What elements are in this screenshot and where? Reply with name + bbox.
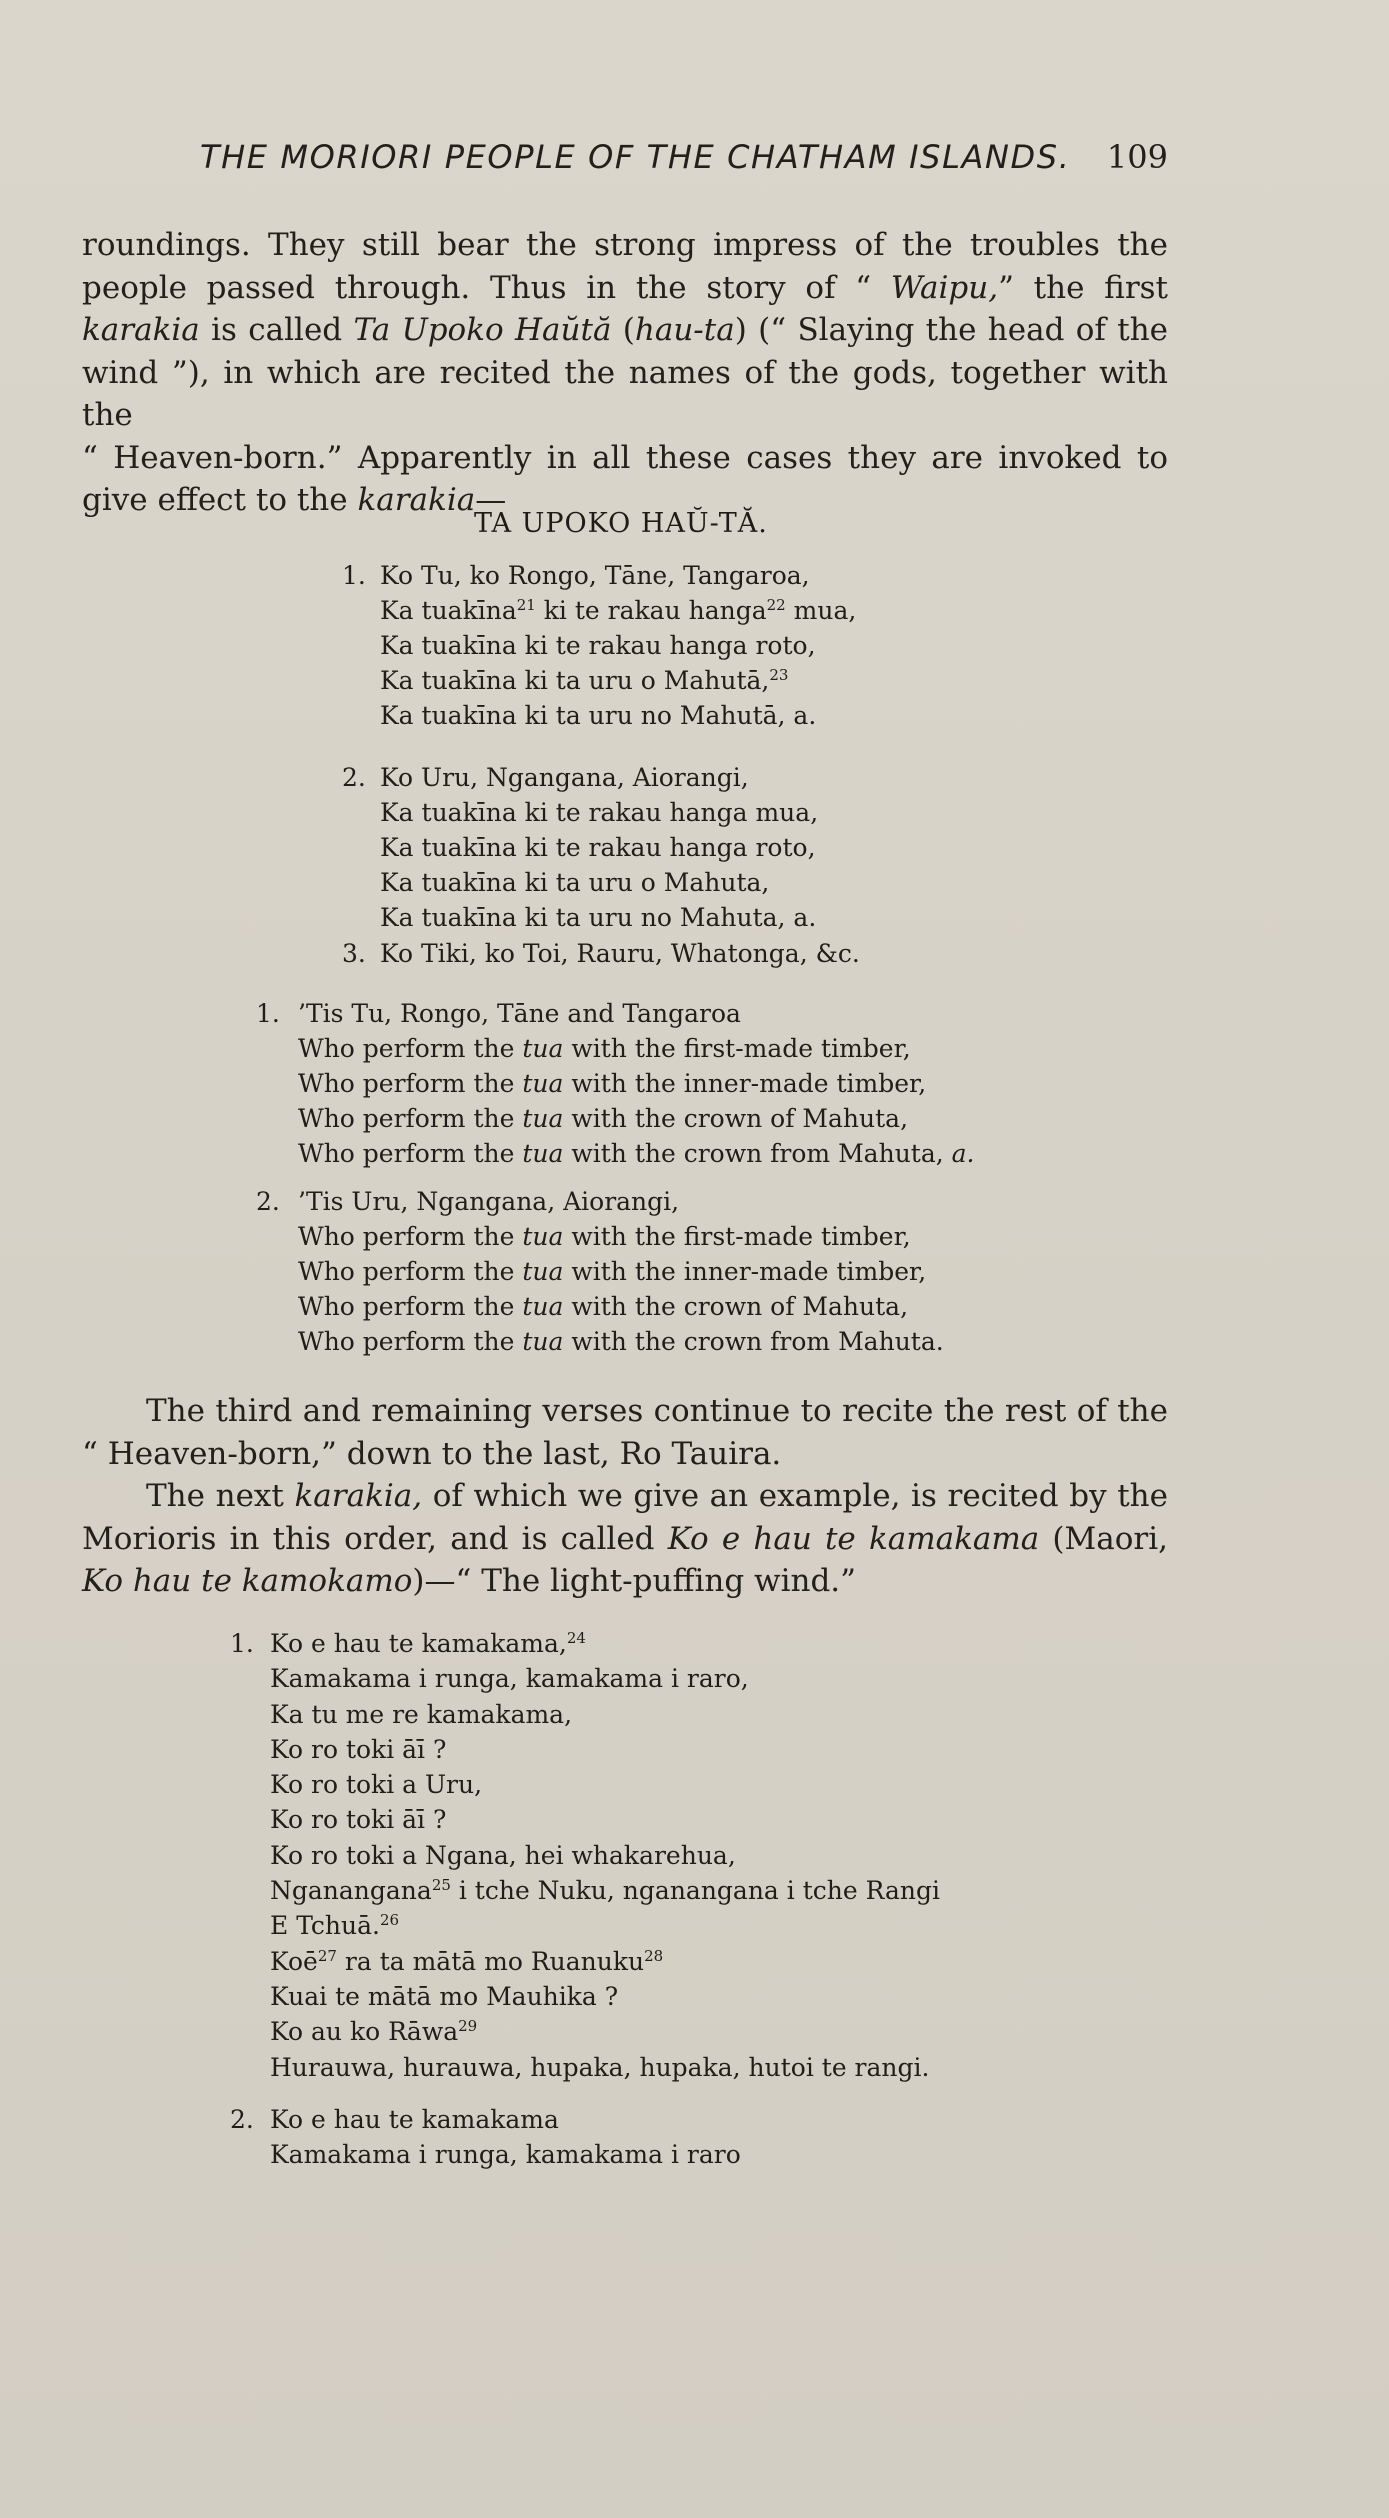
text-span: Ko ro toki āī ?: [270, 1734, 447, 1764]
text-span: tua: [522, 1139, 564, 1168]
text-span: [230, 2014, 940, 2049]
text-span: —: [475, 482, 507, 518]
text-span: [230, 1908, 940, 1943]
text-line: [82, 1390, 1168, 1433]
footnote-ref: 22: [766, 596, 786, 614]
text-span: [342, 593, 856, 628]
text-span: Nganangana: [270, 1876, 432, 1906]
text-span: “ Heaven-born.” Apparently in all these cases they are invoked to: [82, 439, 1168, 476]
text-span: E Tchuā.: [270, 1911, 380, 1941]
text-span: hau-ta: [634, 312, 735, 348]
text-span: [342, 936, 860, 971]
text-span: karakia: [357, 482, 476, 518]
running-header: [200, 138, 1168, 184]
text-span: with the crown from Mahuta.: [563, 1327, 944, 1356]
text-span: [256, 1184, 944, 1219]
text-span: with the first-made timber,: [563, 1034, 911, 1063]
text-span: [256, 1254, 944, 1289]
text-span: Ka tuakīna ki ta uru o Mahutā,: [380, 666, 770, 695]
text-span: Who perform the: [298, 1222, 523, 1251]
footnote-ref: 27: [317, 1946, 337, 1965]
text-span: (: [611, 312, 635, 348]
text-span: give effect to the: [82, 482, 358, 518]
footnote-ref: 23: [769, 666, 789, 684]
text-span: Who perform the: [298, 1327, 523, 1356]
text-span: Ko e hau te kamakama: [270, 2105, 559, 2134]
verse-number: 2.: [256, 1187, 280, 1216]
text-span: people passed through. Thus in the story of “: [82, 269, 891, 306]
text-span: with the crown of Mahuta,: [563, 1292, 909, 1321]
text-span: Ka tuakīna ki ta uru o Mahuta,: [380, 868, 770, 897]
text-span: Ka tuakīna: [380, 596, 517, 625]
text-span: Ta Upoko Haŭtă: [353, 312, 612, 348]
footnote-ref: 26: [380, 1911, 400, 1930]
paragraph-intro: [82, 224, 1168, 522]
text-span: Who perform the: [298, 1034, 523, 1063]
text-span: with the inner-made timber,: [563, 1257, 927, 1286]
footnote-ref: 24: [566, 1629, 586, 1647]
text-span: [256, 1324, 944, 1359]
verse-number: 2.: [342, 763, 366, 792]
text-span: with the crown from Mahuta,: [563, 1139, 952, 1168]
text-line: [82, 1560, 1168, 1603]
verse-number: 1.: [256, 999, 280, 1028]
text-span: [230, 1944, 940, 1979]
text-span: Waipu,: [890, 269, 999, 306]
text-span: Hurauwa, hurauwa, hupaka, hupaka, hutoi te rangi.: [270, 2052, 930, 2082]
text-span: )—“ The light-puffing wind.”: [412, 1563, 857, 1599]
text-span: with the first-made timber,: [563, 1222, 911, 1251]
text-line: [82, 224, 1168, 267]
text-span: ’Tis Uru, Ngangana, Aiorangi,: [298, 1187, 680, 1216]
text-line: [82, 437, 1168, 480]
text-span: with the inner-made timber,: [563, 1069, 927, 1098]
text-span: Ko ro toki a Ngana, hei whakarehua,: [270, 1840, 736, 1870]
text-span: Ko Tu, ko Rongo, Tāne, Tangaroa,: [380, 561, 810, 590]
paragraph-next-karakia: [82, 1475, 1168, 1603]
text-span: [342, 558, 856, 593]
text-span: Ko e hau te kamakama: [667, 1520, 1040, 1557]
text-span: Ko ro toki a Uru,: [270, 1770, 483, 1800]
text-span: Who perform the: [298, 1257, 523, 1286]
text-span: Ko e hau te kamakama,: [270, 1629, 567, 1658]
text-span: Kamakama i runga, kamakama i raro: [270, 2140, 741, 2169]
text-span: (Maori,: [1039, 1520, 1168, 1557]
text-span: Ko au ko Rāwa: [270, 2017, 459, 2047]
text-span: roundings. They still bear the strong impress of the troubles the: [82, 227, 1168, 263]
english-verse-2: [256, 1184, 944, 1359]
text-span: Who perform the: [298, 1292, 523, 1321]
text-span: ra ta mātā mo Ruanuku: [336, 1946, 645, 1976]
text-span: karakia,: [294, 1478, 423, 1514]
text-span: tua: [522, 1222, 564, 1251]
text-span: The next: [146, 1478, 295, 1514]
text-span: [256, 996, 975, 1031]
text-span: of which we give an example, is recited by the: [422, 1478, 1168, 1514]
text-span: mua,: [785, 596, 857, 625]
text-line: [82, 267, 1168, 310]
text-span: tua: [522, 1292, 564, 1321]
text-span: [230, 1873, 940, 1908]
text-span: tua: [522, 1069, 564, 1098]
text-span: ki te rakau hanga: [535, 596, 767, 625]
text-span: karakia: [82, 312, 200, 348]
text-span: Ko ro toki āī ?: [270, 1805, 447, 1835]
chant-verse-1: [230, 1626, 940, 2085]
text-line: [82, 309, 1168, 352]
text-span: [256, 1136, 975, 1171]
text-span: is called: [199, 312, 354, 348]
text-span: tua: [522, 1327, 564, 1356]
text-line: [82, 352, 1168, 437]
verse-title: TA UPOKO HAŬ-TĂ.: [474, 508, 768, 539]
text-span: [342, 663, 856, 698]
text-span: Ka tuakīna ki ta uru no Mahutā, a.: [380, 701, 817, 730]
verse-number: 3.: [342, 939, 366, 968]
english-verse-1: [256, 996, 975, 1171]
text-span: Ko Tiki, ko Toi, Rauru, Whatonga, &c.: [380, 939, 860, 968]
text-span: ’Tis Tu, Rongo, Tāne and Tangaroa: [298, 999, 741, 1028]
text-span: Kamakama i runga, kamakama i raro,: [270, 1664, 749, 1694]
text-span: [256, 1066, 975, 1101]
text-span: [230, 1626, 940, 1661]
maori-verse-2: [342, 760, 818, 935]
text-span: [256, 1289, 944, 1324]
text-span: Ko Uru, Ngangana, Aiorangi,: [380, 763, 749, 792]
text-span: tua: [522, 1257, 564, 1286]
text-span: Ka tuakīna ki te rakau hanga roto,: [380, 631, 816, 660]
text-span: Who perform the: [298, 1139, 523, 1168]
text-span: [342, 760, 818, 795]
text-span: Morioris in this order, and is called: [82, 1520, 668, 1557]
verse-number: 1.: [230, 1629, 254, 1658]
text-span: Koē: [270, 1946, 318, 1976]
text-span: tua: [522, 1034, 564, 1063]
text-span: i tche Nuku, nganangana i tche Rangi: [450, 1876, 941, 1906]
text-span: [256, 1101, 975, 1136]
maori-verse-3: [342, 936, 860, 971]
text-span: with the crown of Mahuta,: [563, 1104, 909, 1133]
text-span: Ka tuakīna ki te rakau hanga roto,: [380, 833, 816, 862]
chant-verse-2: [230, 2102, 741, 2172]
text-span: The third and remaining verses continue to recite the rest of the: [146, 1393, 1168, 1429]
text-span: Ka tuakīna ki te rakau hanga mua,: [380, 798, 819, 827]
text-span: Ko hau te kamokamo: [82, 1563, 413, 1599]
text-span: Who perform the: [298, 1069, 523, 1098]
footnote-ref: 28: [644, 1946, 664, 1965]
text-span: Ka tu me re kamakama,: [270, 1699, 573, 1729]
text-span: a.: [951, 1139, 975, 1168]
running-title: THE MORIORI PEOPLE OF THE CHATHAM ISLANDS.: [200, 138, 1071, 176]
footnote-ref: 29: [458, 2017, 478, 2036]
text-line: [82, 1475, 1168, 1518]
text-line: [82, 1433, 1168, 1476]
text-span: tua: [522, 1104, 564, 1133]
text-span: ” the first: [998, 269, 1169, 306]
text-span: Kuai te mātā mo Mauhika ?: [270, 1981, 619, 2011]
paragraph-third-verse: [82, 1390, 1168, 1475]
page-number: 109: [1106, 138, 1168, 176]
text-span: [230, 2102, 741, 2137]
verse-number: 2.: [230, 2105, 254, 2134]
footnote-ref: 21: [516, 596, 536, 614]
text-span: [256, 1219, 944, 1254]
text-line: [82, 1518, 1168, 1561]
text-span: wind ”), in which are recited the names of the gods, together with the: [82, 354, 1168, 433]
text-span: Who perform the: [298, 1104, 523, 1133]
maori-verse-1: [342, 558, 856, 733]
text-span: ) (“ Slaying the head of the: [734, 312, 1169, 348]
footnote-ref: 25: [431, 1876, 451, 1895]
text-span: [256, 1031, 975, 1066]
text-span: “ Heaven-born,” down to the last, Ro Tauira.: [82, 1435, 782, 1472]
verse-number: 1.: [342, 561, 366, 590]
text-span: Ka tuakīna ki ta uru no Mahuta, a.: [380, 903, 817, 932]
